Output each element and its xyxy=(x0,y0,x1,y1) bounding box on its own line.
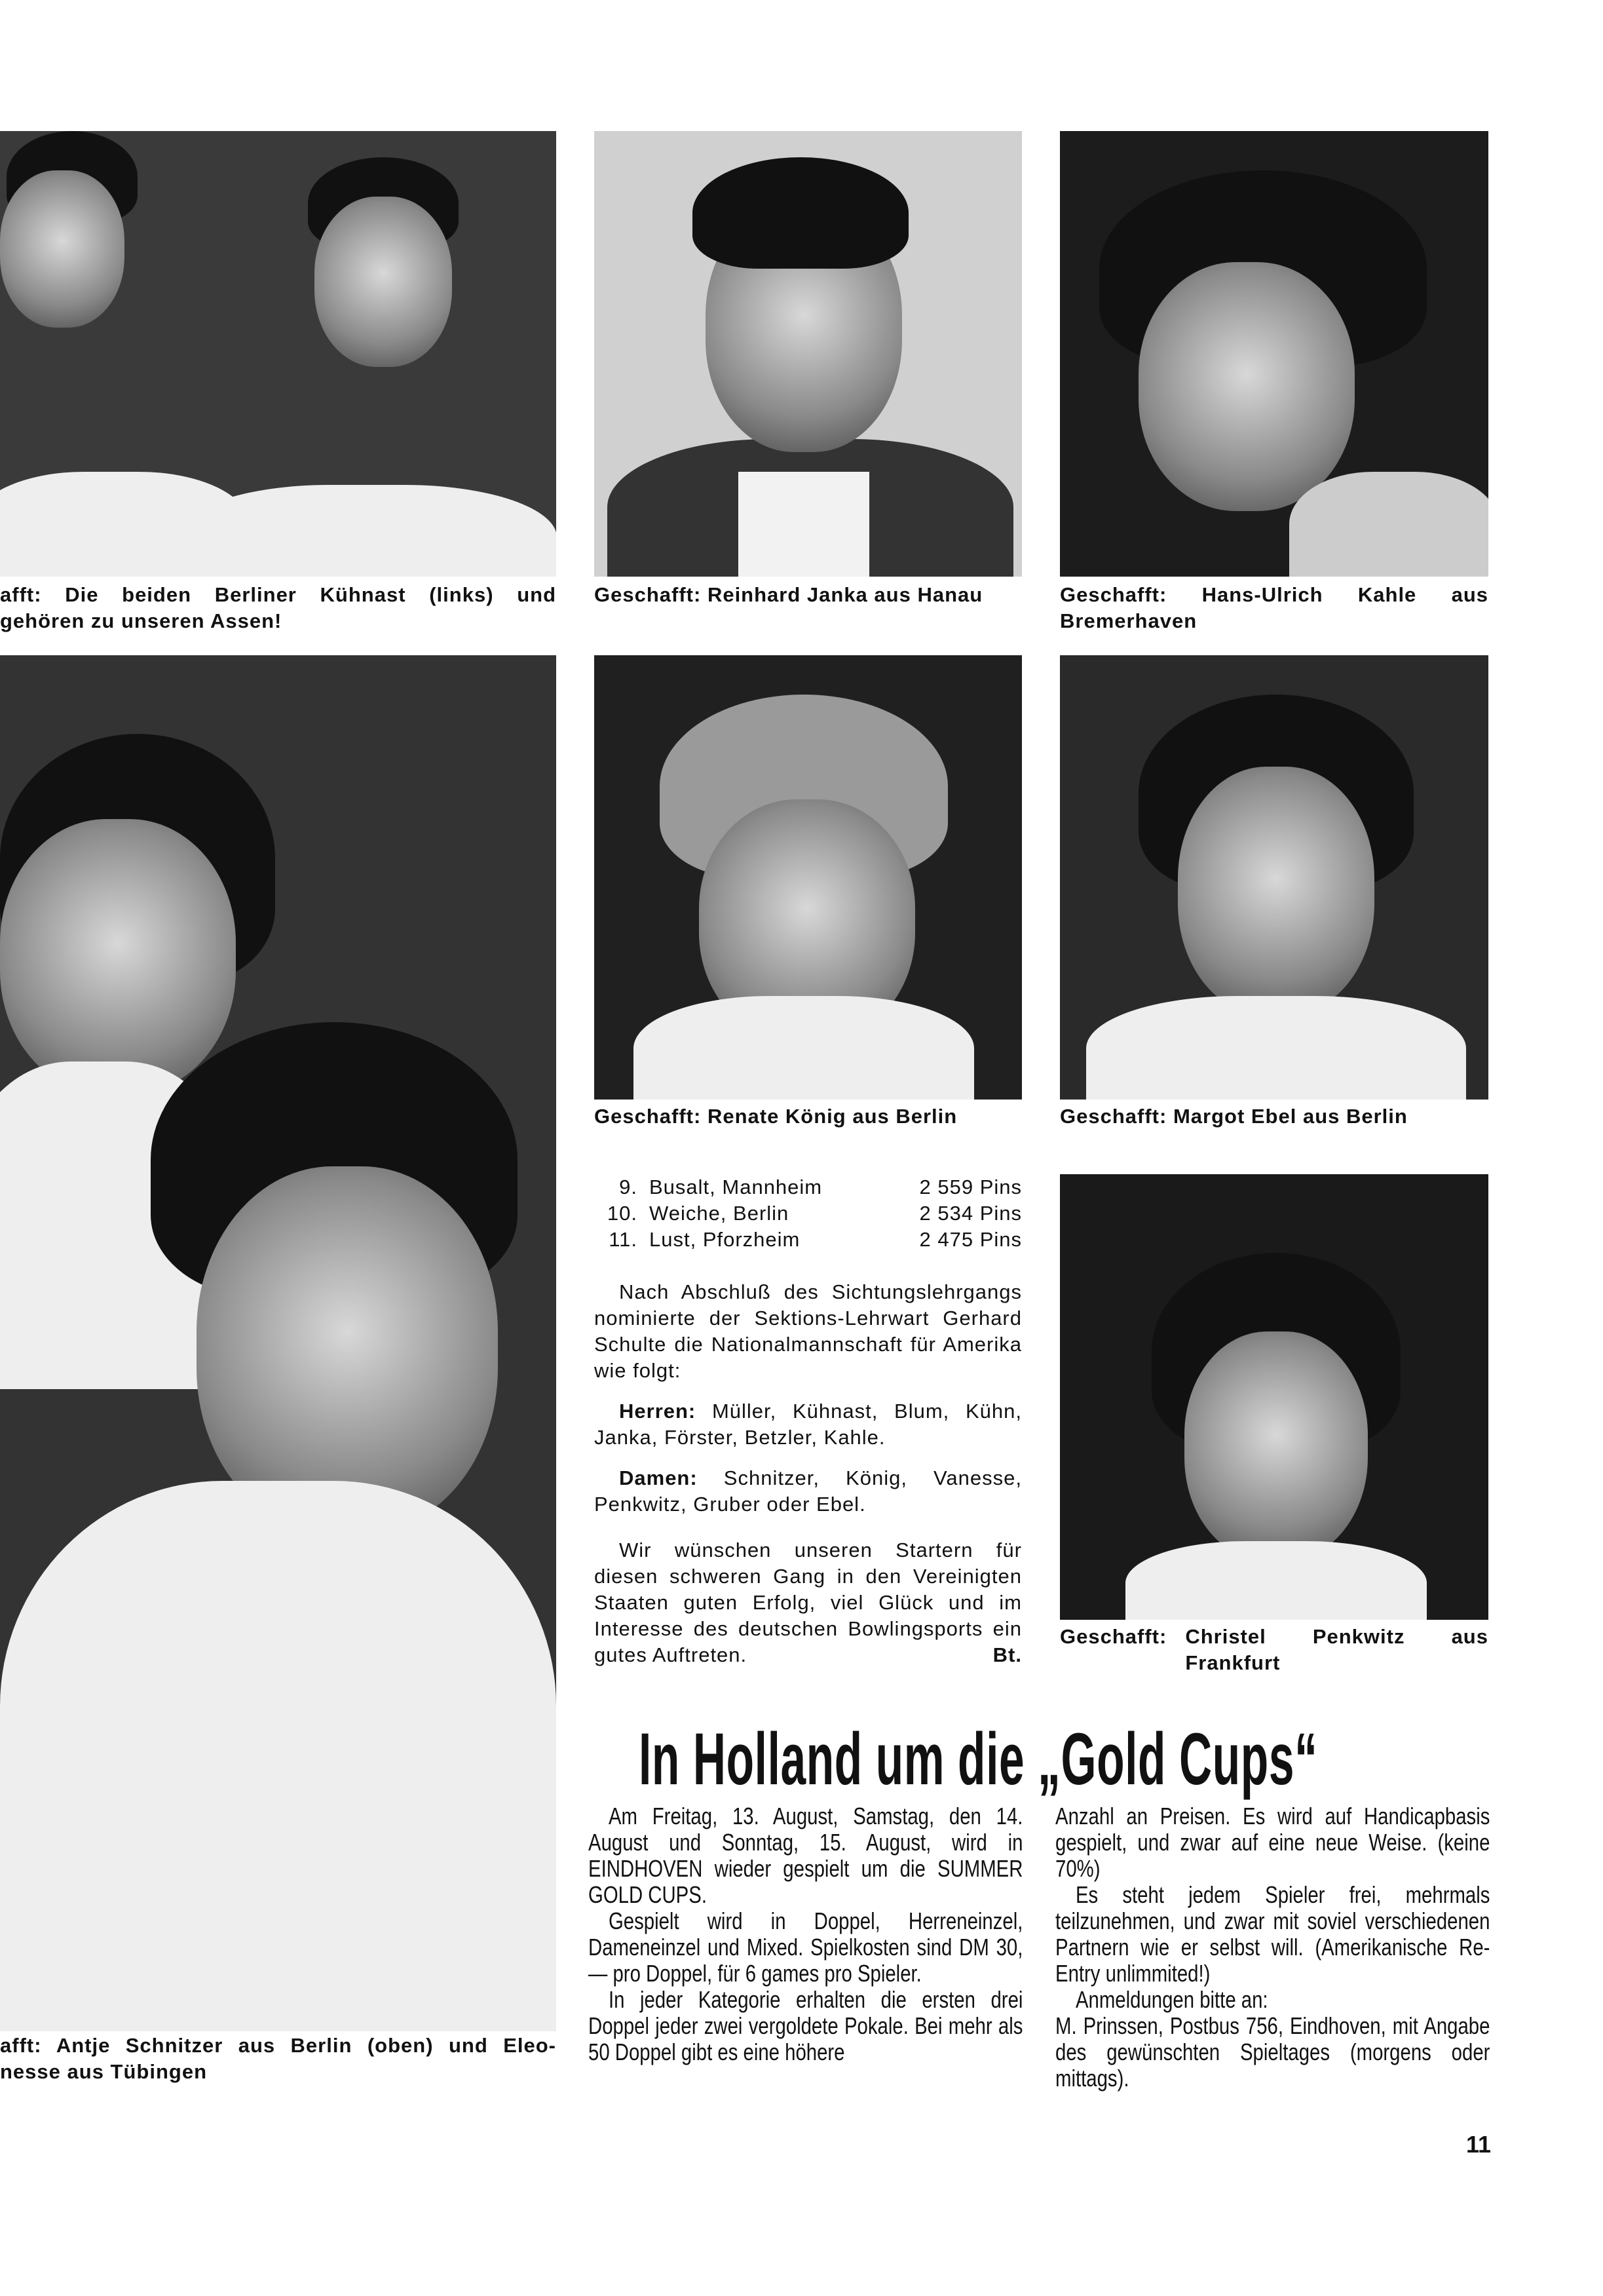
paragraph: Nach Abschluß des Sichtungslehrgangs nominierte der Sektions-Lehrwart Gerhard Schulte die Nationalmannschaft für Amerika wie folgt: xyxy=(594,1280,1022,1382)
caption-text: Renate König aus Berlin xyxy=(707,1105,958,1128)
caption-koenig xyxy=(594,1103,1022,1130)
rank: 9. xyxy=(619,1176,637,1198)
photo-christel-penkwitz xyxy=(1060,1174,1488,1620)
pins: 2 475 Pins xyxy=(919,1228,1022,1251)
paragraph: Anmeldungen bitte an: xyxy=(1075,1986,1268,2013)
caption-label: Geschafft: xyxy=(594,1105,702,1128)
paragraph: Es steht jedem Spieler frei, mehrmals teilzunehmen, und zwar mit soviel verschiedenen Partnern wie er selbst will. (Amerikanische Re-Entry unlimmited!) xyxy=(1055,1881,1490,1987)
page-number: 11 xyxy=(1466,2131,1492,2158)
caption-kuehnast xyxy=(0,582,556,634)
caption-text: Reinhard Janka aus Hanau xyxy=(707,583,983,606)
caption-text: Hans-Ulrich Kahle aus Bremerhaven xyxy=(1060,583,1488,632)
pins: 2 534 Pins xyxy=(919,1202,1022,1225)
caption-line: afft: Antje Schnitzer aus Berlin (oben) und Eleo- xyxy=(0,2034,556,2057)
caption-penkwitz xyxy=(1060,1624,1488,1676)
photo-margot-ebel xyxy=(1060,655,1488,1100)
article-nominations xyxy=(594,1174,1022,1668)
caption-line: afft: Die beiden Berliner Kühnast (links) und xyxy=(0,583,556,606)
paragraph-herren xyxy=(594,1398,1022,1451)
gold-cups-col1 xyxy=(588,1803,1023,2065)
caption-text: Christel Penkwitz aus Frankfurt xyxy=(1185,1625,1488,1674)
photo-renate-koenig xyxy=(594,655,1022,1100)
caption-line xyxy=(1060,1624,1488,1676)
signature: Bt. xyxy=(992,1643,1022,1666)
label: Herren: xyxy=(619,1400,696,1423)
caption-label: Geschafft: xyxy=(1060,1625,1167,1648)
gold-cups-col2 xyxy=(1055,1803,1490,2092)
ranking-list xyxy=(594,1174,1022,1253)
ranking-row xyxy=(594,1200,1022,1227)
caption-line: gehören zu unseren Assen! xyxy=(0,609,282,632)
caption-line: nesse aus Tübingen xyxy=(0,2060,208,2083)
player: Lust, Pforzheim xyxy=(649,1228,801,1251)
caption-label: Geschafft: xyxy=(1060,583,1167,606)
caption-kahle xyxy=(1060,582,1488,634)
pins: 2 559 Pins xyxy=(919,1176,1022,1198)
player: Busalt, Mannheim xyxy=(649,1176,823,1198)
ranking-row xyxy=(594,1174,1022,1200)
paragraph-damen xyxy=(594,1465,1022,1518)
paragraph: Gespielt wird in Doppel, Herreneinzel, Dameneinzel und Mixed. Spielkosten sind DM 30,— pro Doppel, für 6 games pro Spieler. xyxy=(588,1907,1023,1987)
paragraph: In jeder Kategorie erhalten die ersten drei Doppel jeder zwei vergoldete Pokale. Bei mehr als 50 Doppel gibt es eine höhere xyxy=(588,1986,1023,2065)
caption-janka xyxy=(594,582,1022,608)
photo-reinhard-janka xyxy=(594,131,1022,577)
caption-text: Margot Ebel aus Berlin xyxy=(1173,1105,1408,1128)
text: Schnitzer, König, Vanesse, Penkwitz, Gruber oder Ebel. xyxy=(594,1466,1022,1516)
paragraph: Am Freitag, 13. August, Samstag, den 14. August und Sonntag, 15. August, wird in EINDHOVEN wieder gespielt um die SUMMER GOLD CUPS. xyxy=(588,1803,1023,1908)
text: Wir wünschen unseren Startern für diesen schweren Gang in den Vereinigten Staaten guten Erfolg, viel Glück und im Interesse des deutschen Bowlingsports ein gutes Auftreten. xyxy=(594,1539,1022,1666)
photo-hans-ulrich-kahle xyxy=(1060,131,1488,577)
photo-kuehnast-pair xyxy=(0,131,556,577)
rank: 10. xyxy=(607,1202,637,1225)
player: Weiche, Berlin xyxy=(649,1202,789,1225)
paragraph: M. Prinssen, Postbus 756, Eindhoven, mit Angabe des gewünschten Spieltages (morgens oder mittags). xyxy=(1055,2012,1490,2092)
label: Damen: xyxy=(619,1466,698,1489)
caption-schnitzer-vanesse xyxy=(0,2033,556,2085)
caption-label: Geschafft: xyxy=(594,583,702,606)
headline-gold-cups: In Holland um die „Gold Cups“ xyxy=(639,1718,1318,1800)
caption-ebel xyxy=(1060,1103,1488,1130)
text: Müller, Kühnast, Blum, Kühn, Janka, Förster, Betzler, Kahle. xyxy=(594,1400,1022,1449)
rank: 11. xyxy=(609,1228,637,1251)
paragraph: Anzahl an Preisen. Es wird auf Handicapbasis gespielt, und zwar auf eine neue Weise. (keine 70%) xyxy=(1055,1803,1490,1882)
photo-schnitzer-vanesse xyxy=(0,655,556,2031)
ranking-row xyxy=(594,1227,1022,1253)
caption-label: Geschafft: xyxy=(1060,1105,1167,1128)
